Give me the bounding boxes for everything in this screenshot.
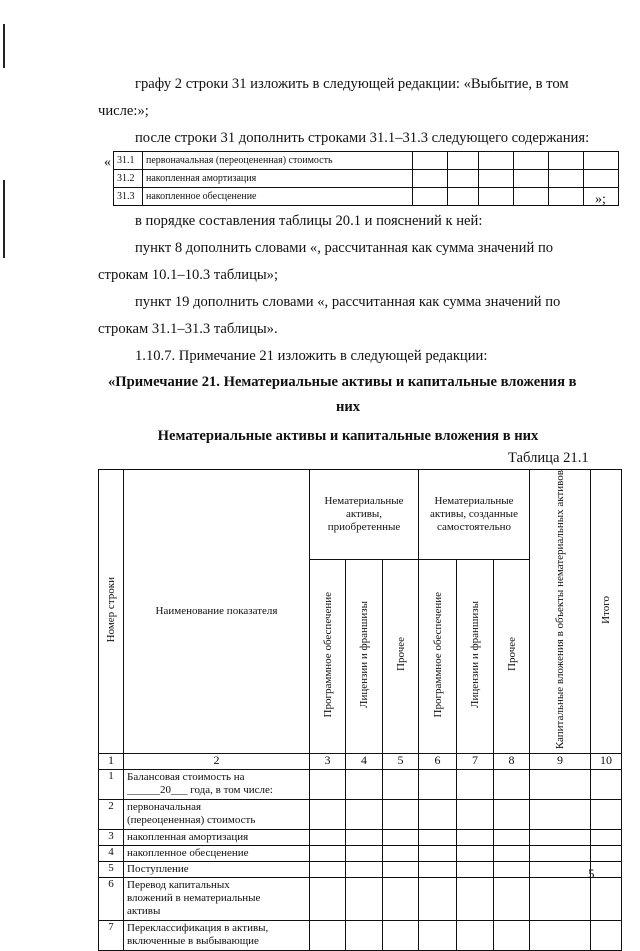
paragraph-5-line-1: пункт 19 дополнить словами «, рассчитанная как сумма значений по xyxy=(135,294,561,310)
header-software-acquired: Программное обеспечение xyxy=(310,559,346,754)
intangible-assets-table xyxy=(98,469,622,951)
table-row xyxy=(99,862,622,878)
quote-close: »; xyxy=(595,192,606,207)
insert-row xyxy=(114,152,619,170)
header-other-acquired: Прочее xyxy=(383,559,419,754)
header-licenses-acquired: Лицензии и франшизы xyxy=(346,559,383,754)
insert-code: 31.3 xyxy=(114,188,143,206)
header-capital-investments: Капитальные вложения в объекты нематериальных активов xyxy=(530,470,591,754)
row-label: Балансовая стоимость на ______20___ года, в том числе: xyxy=(124,770,310,800)
row-number: 5 xyxy=(99,862,124,878)
insert-name: первоначальная (переоцененная) стоимость xyxy=(143,152,413,170)
paragraph-5-line-2: строкам 31.1–31.3 таблицы». xyxy=(98,321,278,337)
row-label: Поступление xyxy=(124,862,310,878)
row-label: Переклассификация в активы, включенные в выбывающие xyxy=(124,921,310,951)
header-row-1 xyxy=(99,470,622,560)
insert-name: накопленная амортизация xyxy=(143,170,413,188)
paragraph-4-line-1: пункт 8 дополнить словами «, рассчитанная как сумма значений по xyxy=(135,240,554,256)
table-row xyxy=(99,830,622,846)
column-number: 4 xyxy=(346,754,383,770)
paragraph-4-line-2: строкам 10.1–10.3 таблицы»; xyxy=(98,267,279,283)
header-group-acquired: Нематериальные активы, приобретенные xyxy=(310,470,419,560)
column-number-row xyxy=(99,754,622,770)
column-number: 8 xyxy=(494,754,530,770)
row-number: 4 xyxy=(99,846,124,862)
column-number: 10 xyxy=(591,754,622,770)
header-row-number: Номер строки xyxy=(99,470,124,754)
table-row xyxy=(99,800,622,830)
row-number: 2 xyxy=(99,800,124,830)
header-total: Итого xyxy=(591,470,622,754)
insert-code: 31.2 xyxy=(114,170,143,188)
table-label: Таблица 21.1 xyxy=(508,450,589,466)
header-other-created: Прочее xyxy=(494,559,530,754)
page-number: 5 xyxy=(588,866,595,881)
column-number: 9 xyxy=(530,754,591,770)
note-heading-line-2: них xyxy=(335,399,361,415)
insert-row xyxy=(114,188,619,206)
note-heading-line-1: «Примечание 21. Нематериальные активы и капитальные вложения в xyxy=(108,374,577,390)
column-number: 3 xyxy=(310,754,346,770)
row-number: 3 xyxy=(99,830,124,846)
table-row xyxy=(99,770,622,800)
row-label: первоначальная (переоцененная) стоимость xyxy=(124,800,310,830)
paragraph-1-line-2: числе:»; xyxy=(98,103,149,119)
row-number: 1 xyxy=(99,770,124,800)
header-group-created: Нематериальные активы, созданные самостоятельно xyxy=(419,470,530,560)
row-label: накопленное обесценение xyxy=(124,846,310,862)
paragraph-2: после строки 31 дополнить строками 31.1–31.3 следующего содержания: xyxy=(135,130,590,146)
table-row xyxy=(99,921,622,951)
header-indicator: Наименование показателя xyxy=(124,470,310,754)
paragraph-1-line-1: графу 2 строки 31 изложить в следующей редакции: «Выбытие, в том xyxy=(135,76,569,92)
column-number: 6 xyxy=(419,754,457,770)
column-number: 1 xyxy=(99,754,124,770)
quote-open: « xyxy=(104,155,111,170)
header-software-created: Программное обеспечение xyxy=(419,559,457,754)
insert-table xyxy=(113,151,619,206)
margin-mark-bottom xyxy=(3,180,5,258)
row-label: Перевод капитальных вложений в нематериальные активы xyxy=(124,878,310,921)
table-row xyxy=(99,846,622,862)
column-number: 2 xyxy=(124,754,310,770)
paragraph-6: 1.10.7. Примечание 21 изложить в следующей редакции: xyxy=(135,348,488,364)
insert-name: накопленное обесценение xyxy=(143,188,413,206)
table-row xyxy=(99,878,622,921)
column-number: 5 xyxy=(383,754,419,770)
column-number: 7 xyxy=(457,754,494,770)
insert-code: 31.1 xyxy=(114,152,143,170)
table-title: Нематериальные активы и капитальные вложения в них xyxy=(157,428,539,444)
row-number: 7 xyxy=(99,921,124,951)
margin-mark-top xyxy=(3,24,5,68)
row-label: накопленная амортизация xyxy=(124,830,310,846)
row-number: 6 xyxy=(99,878,124,921)
insert-row xyxy=(114,170,619,188)
header-licenses-created: Лицензии и франшизы xyxy=(457,559,494,754)
paragraph-3: в порядке составления таблицы 20.1 и пояснений к ней: xyxy=(135,213,483,229)
